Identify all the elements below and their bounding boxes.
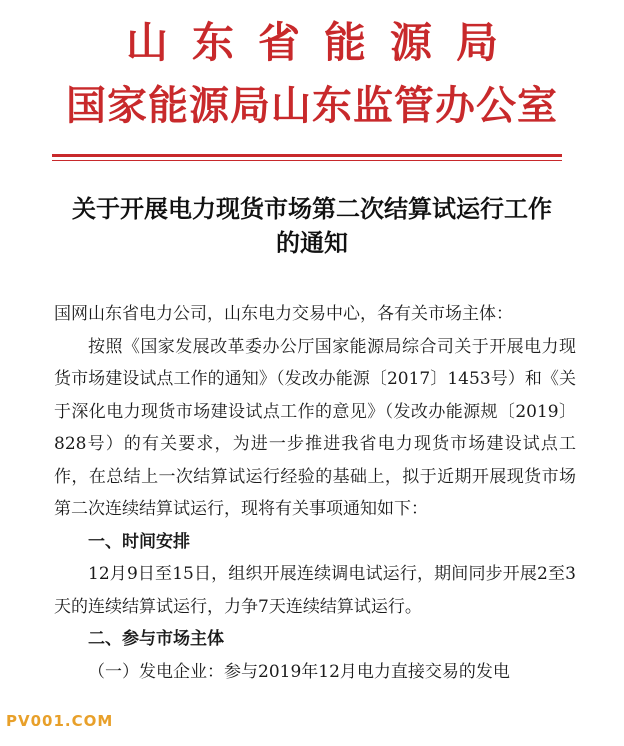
document-title-line2: 的通知: [276, 228, 348, 257]
section-heading-participants: 二、参与市场主体: [88, 629, 224, 649]
salutation: 国网山东省电力公司，山东电力交易中心，各有关市场主体：: [54, 304, 513, 324]
document-title: [40, 192, 584, 260]
body-paragraph-schedule: 12月9日至15日，组织开展连续调电试运行，期间同步开展2至3天的连续结算试运行，力争7天连续结算试运行。: [54, 564, 576, 617]
issuer-name-secondary: 国家能源局山东监管办公室: [66, 83, 558, 129]
document-title-line1: 关于开展电力现货市场第二次结算试运行工作: [72, 194, 552, 223]
body-paragraph-participants: （一）发电企业：参与2019年12月电力直接交易的发电: [88, 661, 510, 682]
document-body: [54, 298, 576, 688]
section-heading-schedule: 一、时间安排: [88, 531, 190, 552]
site-watermark: PV001.COM: [6, 712, 114, 730]
letterhead-divider-thick: [52, 154, 562, 157]
body-paragraph: 按照《国家发展改革委办公厅国家能源局综合司关于开展电力现货市场建设试点工作的通知》（发改办能源〔2017〕1453号）和《关于深化电力现货市场建设试点工作的意见》（发改办能源规〔2019〕828号）的有关要求，为进一步推进我省电力现货市场建设试点工作，在总结上一次结算试运行经验的基础上，拟于近期开展现货市场第二次连续结算试运行，现将有关事项通知如下：: [54, 336, 576, 519]
letterhead-divider-thin: [52, 160, 562, 161]
issuer-name-primary: 山东省能源局: [125, 18, 522, 67]
letterhead: [0, 8, 624, 134]
